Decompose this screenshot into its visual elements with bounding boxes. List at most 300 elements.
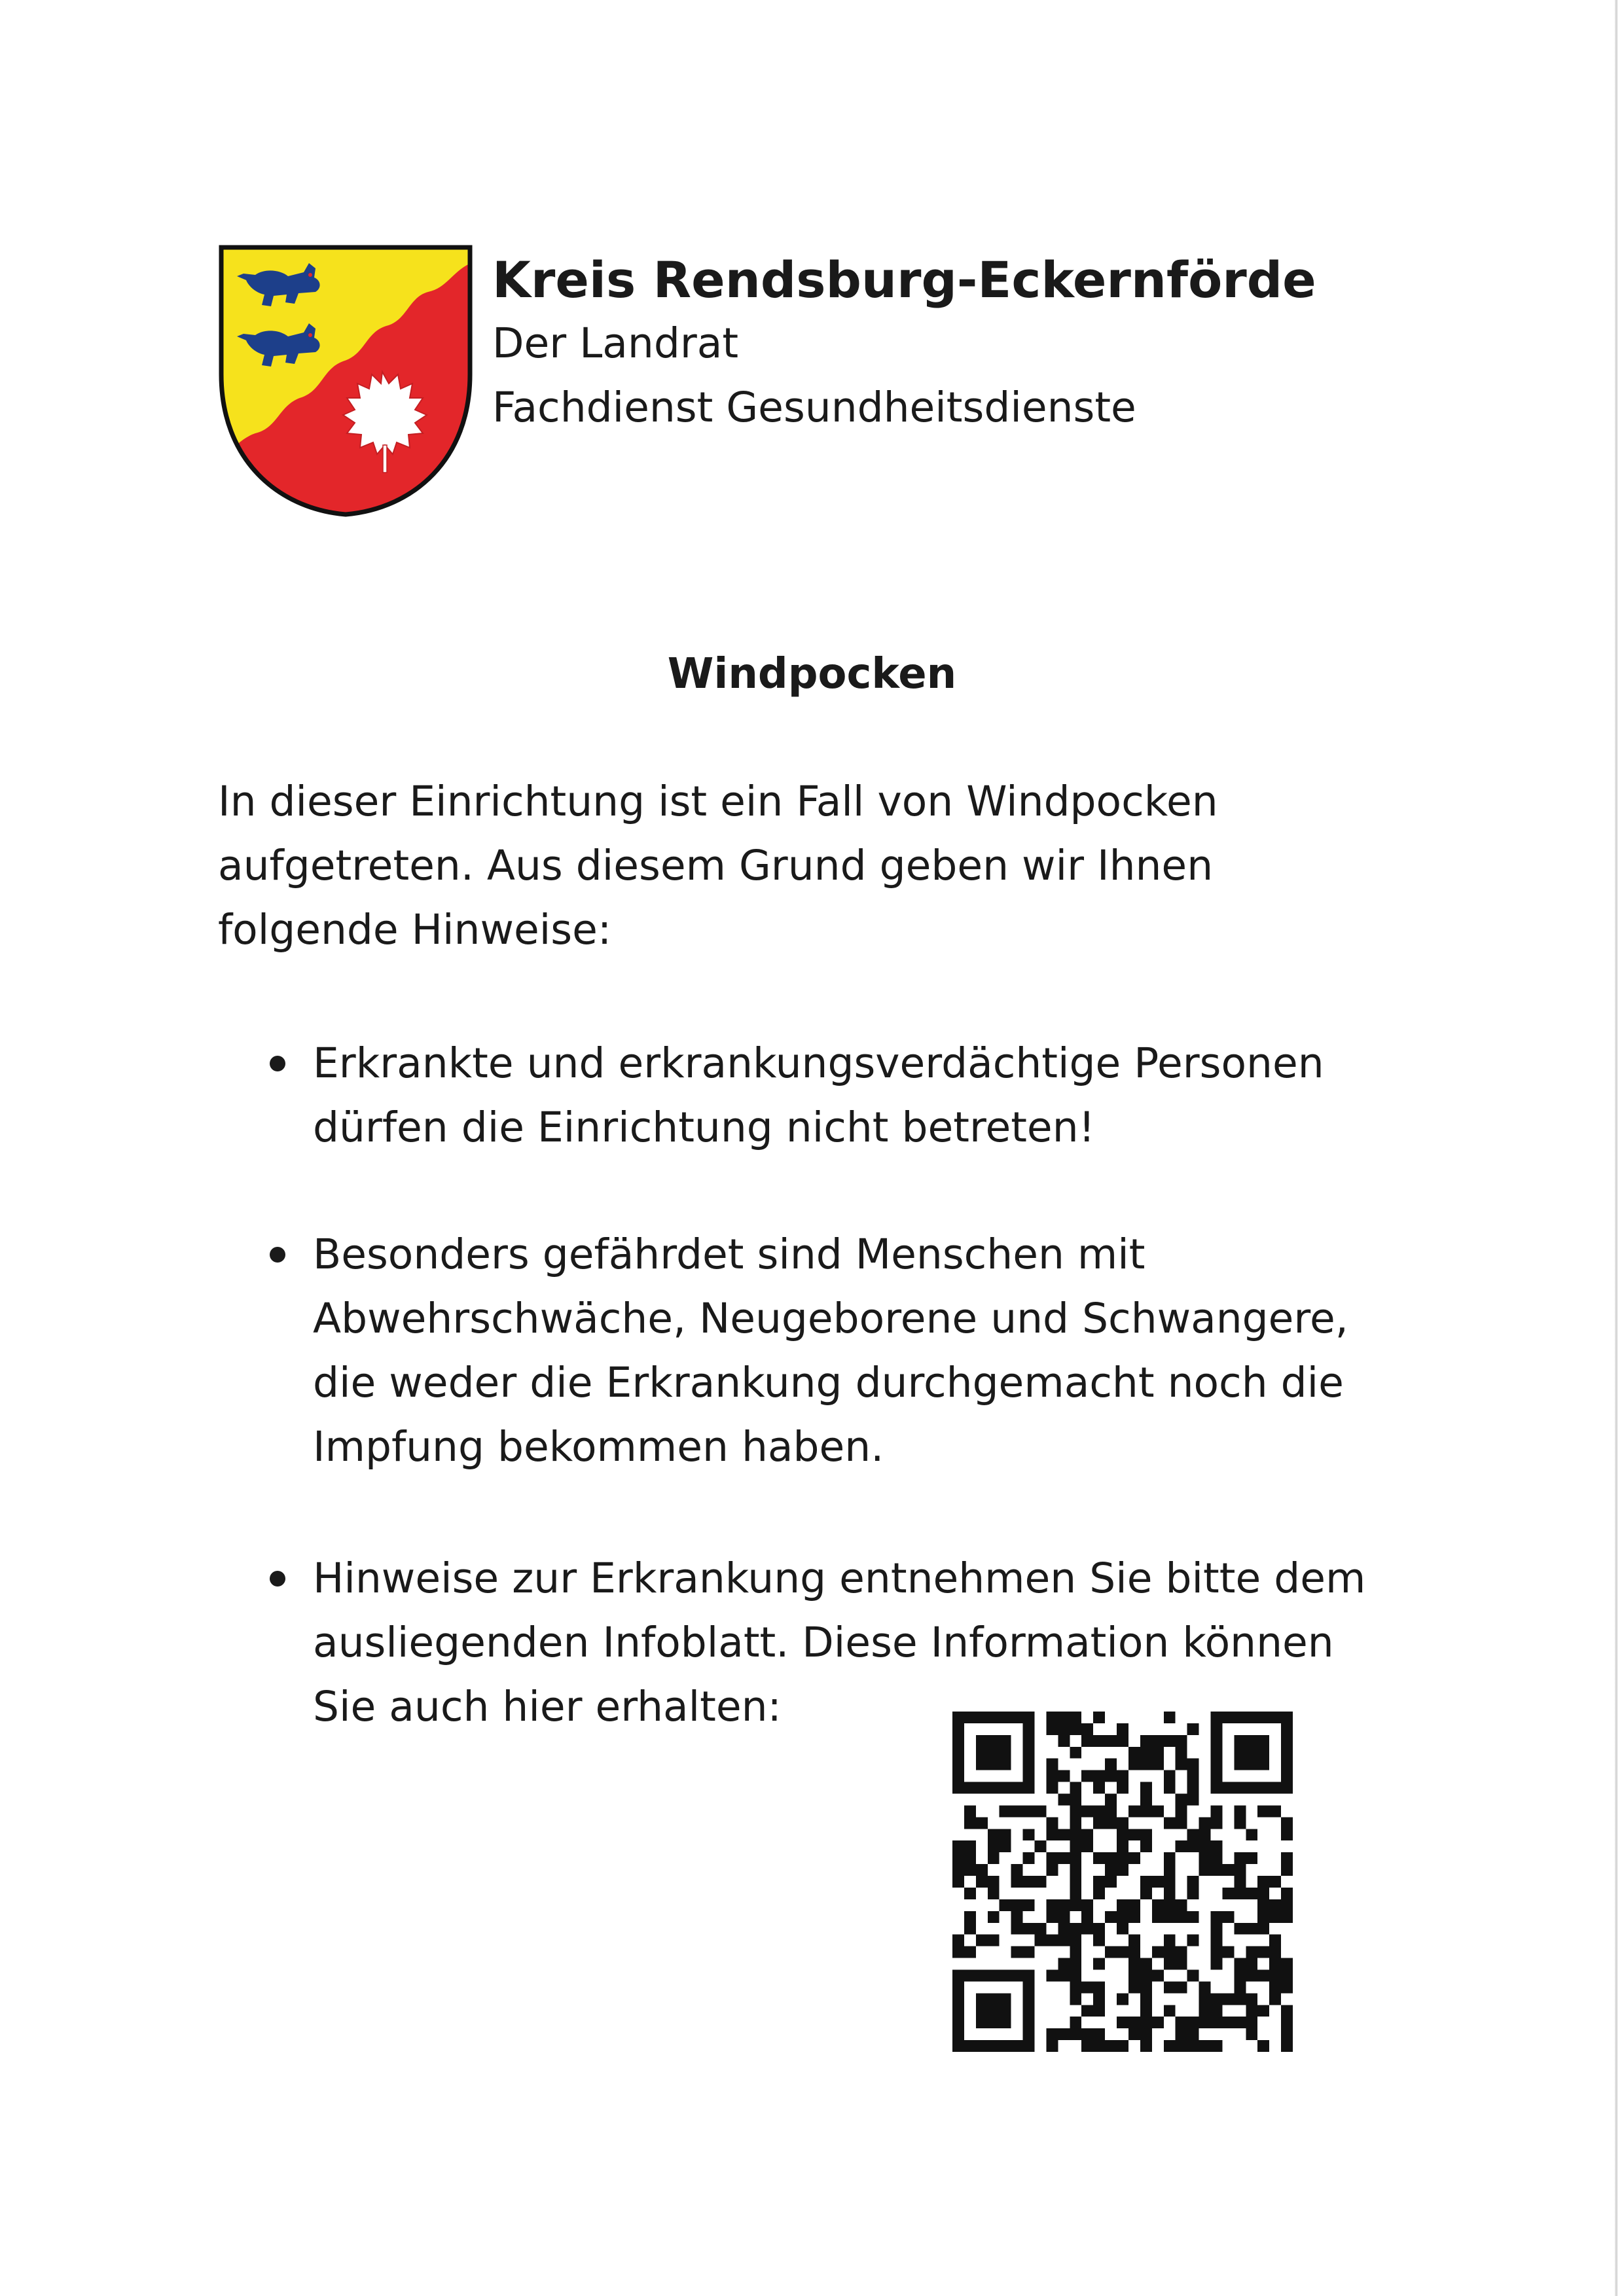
qr-module	[1234, 2017, 1246, 2028]
intro-line: aufgetreten. Aus diesem Grund geben wir Ihnen	[218, 842, 1214, 889]
qr-module	[1081, 1805, 1093, 1817]
qr-module	[976, 2040, 988, 2052]
qr-module	[1081, 1723, 1093, 1735]
qr-module	[1210, 1958, 1222, 1970]
qr-module	[952, 1946, 964, 1958]
qr-module	[1176, 2040, 1187, 2052]
qr-module	[1093, 1817, 1105, 1829]
qr-module	[1140, 1794, 1152, 1806]
qr-module	[1234, 1759, 1246, 1770]
qr-module	[1023, 1923, 1035, 1935]
qr-module	[1281, 1829, 1293, 1840]
qr-module	[952, 2040, 964, 2052]
qr-module	[1023, 1712, 1035, 1723]
qr-module	[1281, 2028, 1293, 2040]
qr-module	[1176, 1840, 1187, 1852]
qr-module	[1070, 1981, 1081, 1993]
qr-module	[988, 1759, 1000, 1770]
qr-module	[1140, 1840, 1152, 1852]
qr-module	[1187, 1759, 1199, 1770]
bullet-line: Besonders gefährdet sind Menschen mit	[313, 1230, 1146, 1278]
qr-module	[1093, 1888, 1105, 1899]
qr-module	[1117, 1723, 1128, 1735]
qr-module	[1070, 1805, 1081, 1817]
qr-module	[964, 2040, 976, 2052]
qr-module	[1269, 1981, 1281, 1993]
qr-module	[952, 1876, 964, 1888]
qr-module	[1269, 1993, 1281, 2005]
bullet-dot-icon	[270, 1571, 285, 1587]
qr-module	[1035, 1923, 1047, 1935]
qr-module	[1093, 1805, 1105, 1817]
bullet-item	[313, 1547, 1491, 1739]
qr-module	[1140, 1888, 1152, 1899]
qr-module	[1246, 1993, 1257, 2005]
qr-module	[1023, 2005, 1035, 2017]
qr-module	[976, 1817, 988, 1829]
qr-module	[1281, 1735, 1293, 1747]
qr-module	[1140, 1981, 1152, 1993]
qr-module	[1164, 1876, 1176, 1888]
qr-module	[1152, 1876, 1164, 1888]
bullet-line: die weder die Erkrankung durchgemacht noch die	[313, 1359, 1344, 1407]
qr-module	[1058, 2028, 1070, 2040]
qr-module	[1128, 1759, 1140, 1770]
qr-module	[988, 1911, 1000, 1923]
bullet-line: Hinweise zur Erkrankung entnehmen Sie bitte dem	[313, 1554, 1366, 1602]
intro-paragraph	[218, 770, 1462, 962]
qr-module	[1246, 1759, 1257, 1770]
qr-module	[964, 1911, 976, 1923]
qr-module	[1070, 1829, 1081, 1840]
qr-module	[1187, 1782, 1199, 1794]
qr-module	[1070, 1864, 1081, 1876]
qr-module	[1046, 1864, 1058, 1876]
qr-module	[988, 2005, 1000, 2017]
qr-module	[1257, 1735, 1269, 1747]
qr-module	[1222, 1864, 1234, 1876]
qr-module	[952, 2005, 964, 2017]
qr-module	[988, 2040, 1000, 2052]
qr-module	[988, 1969, 1000, 1981]
qr-module	[1187, 1794, 1199, 1806]
qr-module	[1081, 1981, 1093, 1993]
qr-module	[1128, 1911, 1140, 1923]
qr-module	[976, 2005, 988, 2017]
qr-module	[1257, 1712, 1269, 1723]
qr-module	[1176, 1747, 1187, 1759]
qr-module	[1093, 1770, 1105, 1782]
qr-module	[1199, 2040, 1211, 2052]
qr-module	[1281, 1969, 1293, 1981]
qr-module	[1081, 2040, 1093, 2052]
qr-module	[1281, 1888, 1293, 1899]
qr-module	[1070, 1852, 1081, 1864]
qr-module	[1210, 1747, 1222, 1759]
qr-module	[1140, 1993, 1152, 2005]
qr-module	[1269, 1782, 1281, 1794]
qr-module	[1281, 1747, 1293, 1759]
qr-module	[1210, 1923, 1222, 1935]
qr-module	[1105, 1805, 1117, 1817]
qr-module	[1164, 1782, 1176, 1794]
qr-module	[1257, 1782, 1269, 1794]
qr-module	[1257, 1759, 1269, 1770]
qr-module	[1046, 1852, 1058, 1864]
qr-module	[1093, 1876, 1105, 1888]
qr-module	[1199, 1993, 1211, 2005]
qr-module	[1105, 1852, 1117, 1864]
qr-module	[1234, 1969, 1246, 1981]
qr-module	[1210, 1852, 1222, 1864]
qr-module	[988, 1829, 1000, 1840]
qr-module	[1164, 1946, 1176, 1958]
qr-module	[1081, 2028, 1093, 2040]
qr-module	[1070, 1840, 1081, 1852]
qr-module	[952, 1782, 964, 1794]
qr-module	[1105, 1759, 1117, 1770]
qr-module	[1187, 2017, 1199, 2028]
qr-module	[1093, 1993, 1105, 2005]
qr-module	[1246, 1747, 1257, 1759]
qr-module	[1058, 1923, 1070, 1935]
qr-module	[1222, 1911, 1234, 1923]
qr-module	[1023, 1981, 1035, 1993]
qr-module	[1070, 1888, 1081, 1899]
qr-module	[1023, 1946, 1035, 1958]
qr-module	[1128, 1935, 1140, 1946]
qr-module	[1058, 1723, 1070, 1735]
qr-module	[1023, 1759, 1035, 1770]
bullet-line: Abwehrschwäche, Neugeborene und Schwangere,	[313, 1295, 1348, 1342]
qr-module	[1023, 1770, 1035, 1782]
qr-module	[1199, 1981, 1211, 1993]
qr-module	[988, 1747, 1000, 1759]
qr-module	[1000, 1735, 1011, 1747]
qr-module	[1176, 1805, 1187, 1817]
qr-module	[1234, 1735, 1246, 1747]
qr-module	[1164, 1935, 1176, 1946]
qr-module	[952, 1759, 964, 1770]
qr-module	[952, 1852, 964, 1864]
qr-module	[1035, 1876, 1047, 1888]
qr-module	[1281, 2040, 1293, 2052]
qr-module	[1222, 1782, 1234, 1794]
qr-module	[1093, 1958, 1105, 1970]
qr-module	[1234, 1993, 1246, 2005]
qr-module	[1281, 1817, 1293, 1829]
qr-module	[1176, 1817, 1187, 1829]
qr-module	[988, 1782, 1000, 1794]
qr-module	[1234, 1981, 1246, 1993]
page-edge	[1615, 0, 1617, 2296]
qr-module	[1164, 2040, 1176, 2052]
qr-module	[1164, 1981, 1176, 1993]
qr-module	[1257, 1899, 1269, 1911]
qr-module	[1046, 1969, 1058, 1981]
qr-module	[1210, 1805, 1222, 1817]
qr-module	[1222, 1993, 1234, 2005]
qr-module	[1199, 1864, 1211, 1876]
qr-module	[1081, 2005, 1093, 2017]
qr-module	[1152, 2017, 1164, 2028]
qr-module	[1281, 1782, 1293, 1794]
qr-module	[1269, 1911, 1281, 1923]
qr-module	[1128, 1969, 1140, 1981]
bullet-item	[313, 1031, 1491, 1160]
qr-module	[964, 1712, 976, 1723]
qr-module	[1117, 1852, 1128, 1864]
qr-module	[1281, 1723, 1293, 1735]
qr-module	[1140, 2017, 1152, 2028]
qr-module	[1281, 1981, 1293, 1993]
qr-module	[1234, 1817, 1246, 1829]
qr-module	[1257, 1876, 1269, 1888]
qr-module	[1105, 2040, 1117, 2052]
qr-module	[1176, 1911, 1187, 1923]
qr-module	[952, 1735, 964, 1747]
qr-module	[988, 2017, 1000, 2028]
qr-module	[976, 1935, 988, 1946]
qr-module	[1070, 1747, 1081, 1759]
qr-module	[1269, 1935, 1281, 1946]
qr-module	[1000, 1782, 1011, 1794]
qr-module	[1070, 1712, 1081, 1723]
qr-module	[1128, 1829, 1140, 1840]
qr-module	[952, 1981, 964, 1993]
qr-module	[1105, 1735, 1117, 1747]
qr-module	[1117, 1770, 1128, 1782]
qr-module	[1257, 1969, 1269, 1981]
qr-module	[1105, 1946, 1117, 1958]
qr-module	[1164, 2005, 1176, 2017]
qr-module	[1164, 1888, 1176, 1899]
qr-module	[1058, 1712, 1070, 1723]
qr-module	[1070, 1876, 1081, 1888]
qr-module	[1023, 1723, 1035, 1735]
bullet-item	[313, 1223, 1491, 1479]
qr-module	[1000, 1840, 1011, 1852]
qr-module	[1011, 1864, 1023, 1876]
qr-module	[1152, 1899, 1164, 1911]
qr-module	[976, 1759, 988, 1770]
qr-module	[1046, 1911, 1058, 1923]
qr-module	[1023, 1969, 1035, 1981]
qr-module	[1105, 1770, 1117, 1782]
qr-module	[1187, 1829, 1199, 1840]
qr-module	[1000, 2017, 1011, 2028]
qr-module	[1257, 1747, 1269, 1759]
qr-module	[1269, 1876, 1281, 1888]
qr-module	[1011, 1946, 1023, 1958]
qr-module	[1093, 1852, 1105, 1864]
qr-module	[1023, 1899, 1035, 1911]
qr-module	[1117, 1864, 1128, 1876]
qr-module	[1257, 1923, 1269, 1935]
qr-module	[1234, 1923, 1246, 1935]
qr-module	[1000, 1993, 1011, 2005]
intro-line: In dieser Einrichtung ist ein Fall von Windpocken	[218, 778, 1218, 825]
qr-module	[1140, 1829, 1152, 1840]
qr-module	[1176, 1899, 1187, 1911]
qr-module	[1246, 1958, 1257, 1970]
qr-module	[1210, 1864, 1222, 1876]
qr-module	[1058, 1735, 1070, 1747]
qr-module	[1234, 1888, 1246, 1899]
qr-module	[1093, 1923, 1105, 1935]
qr-module	[1011, 2040, 1023, 2052]
qr-module	[1140, 1958, 1152, 1970]
qr-module	[1210, 1840, 1222, 1852]
qr-module	[964, 1817, 976, 1829]
qr-module	[1093, 2005, 1105, 2017]
qr-module	[1023, 1805, 1035, 1817]
qr-module	[1281, 1759, 1293, 1770]
qr-module	[1117, 2017, 1128, 2028]
qr-module	[1117, 1911, 1128, 1923]
qr-module	[1105, 1876, 1117, 1888]
qr-module	[964, 1840, 976, 1852]
qr-module	[1011, 1899, 1023, 1911]
qr-module	[1176, 2017, 1187, 2028]
qr-module	[1210, 1782, 1222, 1794]
qr-module	[1152, 1747, 1164, 1759]
qr-module	[1187, 1723, 1199, 1735]
qr-module	[1246, 1946, 1257, 1958]
qr-module	[1164, 1899, 1176, 1911]
qr-module	[976, 1747, 988, 1759]
qr-module	[1269, 1969, 1281, 1981]
qr-module	[1234, 1852, 1246, 1864]
qr-module	[1128, 2028, 1140, 2040]
qr-module	[976, 1876, 988, 1888]
qr-module	[1257, 1888, 1269, 1899]
qr-module	[1128, 1805, 1140, 1817]
qr-module	[1000, 1759, 1011, 1770]
qr-module	[1140, 2005, 1152, 2017]
qr-module	[1117, 1735, 1128, 1747]
qr-module	[1246, 1923, 1257, 1935]
qr-module	[952, 1993, 964, 2005]
qr-module	[1164, 1770, 1176, 1782]
qr-module	[1234, 1864, 1246, 1876]
qr-module	[1011, 1712, 1023, 1723]
qr-module	[1281, 2017, 1293, 2028]
qr-module	[1210, 1759, 1222, 1770]
qr-module	[988, 1712, 1000, 1723]
qr-module	[1070, 1723, 1081, 1735]
qr-module	[1269, 1712, 1281, 1723]
document-title: Windpocken	[667, 650, 957, 698]
letterhead	[492, 249, 1316, 440]
qr-module	[1011, 1923, 1023, 1935]
qr-code-icon[interactable]	[952, 1712, 1293, 2052]
qr-module	[1140, 2028, 1152, 2040]
qr-module	[1117, 2040, 1128, 2052]
qr-module	[1081, 1829, 1093, 1840]
qr-module	[1269, 1805, 1281, 1817]
qr-module	[1164, 1817, 1176, 1829]
qr-module	[1011, 1782, 1023, 1794]
qr-module	[1046, 1817, 1058, 1829]
qr-module	[1023, 1735, 1035, 1747]
qr-module	[1128, 2017, 1140, 2028]
qr-module	[1046, 1782, 1058, 1794]
qr-module	[1210, 1723, 1222, 1735]
department-line-2: Fachdienst Gesundheitsdienste	[492, 384, 1136, 431]
qr-module	[952, 1747, 964, 1759]
qr-module	[1023, 1782, 1035, 1794]
qr-module	[1117, 1817, 1128, 1829]
qr-module	[1281, 1899, 1293, 1911]
bullet-dot-icon	[270, 1247, 285, 1263]
qr-module	[1046, 1759, 1058, 1770]
qr-module	[1070, 2017, 1081, 2028]
qr-module	[1210, 1935, 1222, 1946]
qr-module	[1269, 1946, 1281, 1958]
qr-module	[1140, 1782, 1152, 1794]
qr-module	[1140, 1747, 1152, 1759]
qr-module	[1210, 1946, 1222, 1958]
qr-module	[1000, 2040, 1011, 2052]
qr-module	[1000, 2005, 1011, 2017]
qr-module	[1070, 1993, 1081, 2005]
qr-module	[1234, 1747, 1246, 1759]
qr-module	[1234, 1782, 1246, 1794]
qr-module	[1023, 2028, 1035, 2040]
qr-module	[1187, 2040, 1199, 2052]
qr-module	[976, 2017, 988, 2028]
qr-module	[1070, 2028, 1081, 2040]
qr-module	[964, 1805, 976, 1817]
qr-module	[1234, 1805, 1246, 1817]
qr-module	[1222, 1888, 1234, 1899]
qr-module	[1046, 1829, 1058, 1840]
qr-module	[1176, 1981, 1187, 1993]
qr-module	[1210, 2040, 1222, 2052]
qr-module	[1000, 1829, 1011, 1840]
qr-module	[1187, 1888, 1199, 1899]
qr-module	[952, 1840, 964, 1852]
qr-module	[952, 1770, 964, 1782]
qr-module	[1070, 1946, 1081, 1958]
qr-module	[1140, 1876, 1152, 1888]
qr-module	[964, 1852, 976, 1864]
qr-module	[1046, 1770, 1058, 1782]
qr-module	[988, 1876, 1000, 1888]
qr-module	[1070, 1817, 1081, 1829]
qr-module	[1281, 1852, 1293, 1864]
qr-module	[976, 1782, 988, 1794]
qr-module	[988, 1840, 1000, 1852]
qr-module	[1000, 1805, 1011, 1817]
qr-module	[1176, 1946, 1187, 1958]
qr-module	[1128, 1946, 1140, 1958]
qr-module	[1187, 1840, 1199, 1852]
qr-module	[988, 1993, 1000, 2005]
qr-module	[1281, 1712, 1293, 1723]
qr-module	[1222, 1712, 1234, 1723]
qr-module	[1199, 2017, 1211, 2028]
qr-module	[1058, 1969, 1070, 1981]
qr-module	[1081, 1840, 1093, 1852]
qr-module	[1152, 1911, 1164, 1923]
qr-module	[1046, 1712, 1058, 1723]
qr-module	[964, 1923, 976, 1935]
bullet-line: Impfung bekommen haben.	[313, 1423, 884, 1471]
qr-module	[1128, 1899, 1140, 1911]
qr-module	[1128, 1958, 1140, 1970]
